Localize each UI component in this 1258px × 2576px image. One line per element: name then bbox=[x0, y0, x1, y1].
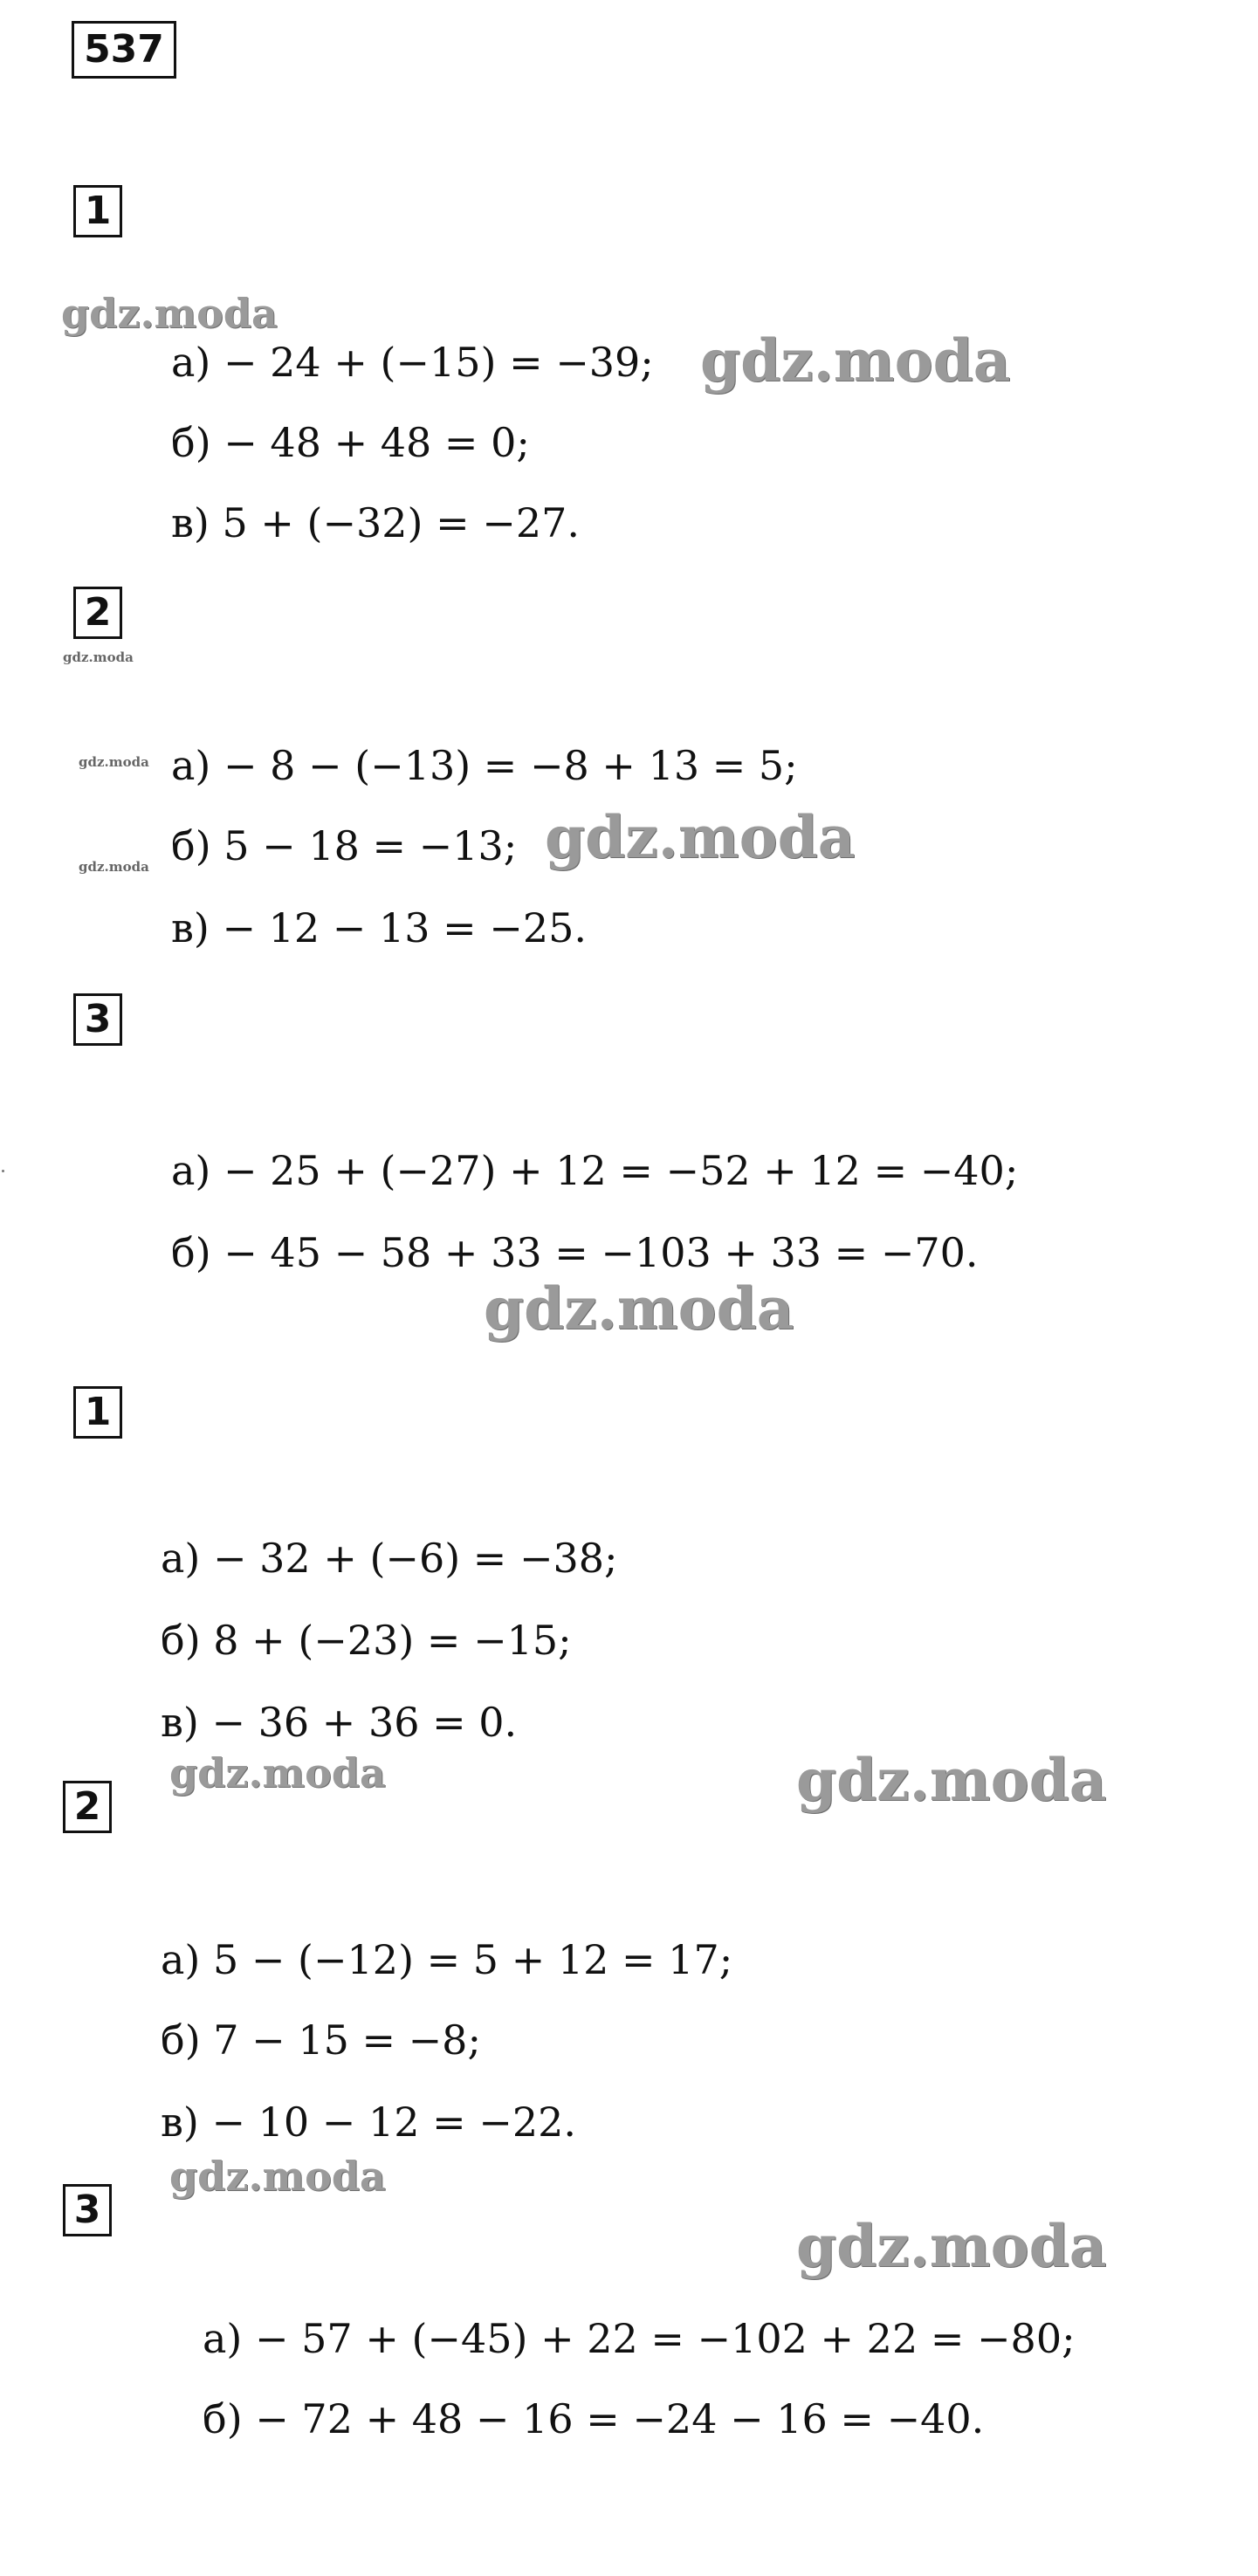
equation-line: а) − 25 + (−27) + 12 = −52 + 12 = −40; bbox=[171, 1147, 1019, 1194]
equation-line: б) − 45 − 58 + 33 = −103 + 33 = −70. bbox=[171, 1229, 979, 1276]
watermark: gdz.moda bbox=[796, 2212, 1107, 2280]
equation-line: б) 7 − 15 = −8; bbox=[161, 2016, 481, 2064]
equation-line: б) − 48 + 48 = 0; bbox=[171, 419, 530, 466]
equation-line: б) − 72 + 48 − 16 = −24 − 16 = −40. bbox=[203, 2395, 985, 2442]
problem-number-badge: 537 bbox=[72, 21, 176, 79]
watermark: gdz.moda bbox=[169, 1749, 386, 1796]
equation-line: в) − 36 + 36 = 0. bbox=[161, 1699, 518, 1746]
watermark: gdz.moda bbox=[169, 2153, 386, 2200]
equation-line: а) − 24 + (−15) = −39; bbox=[171, 339, 654, 386]
equation-line: б) 8 + (−23) = −15; bbox=[161, 1617, 572, 1664]
section-badge-1b: 1 bbox=[73, 1386, 122, 1439]
watermark: gdz.moda bbox=[484, 1274, 794, 1343]
watermark: gdz.moda bbox=[61, 290, 278, 337]
section-badge-2: 2 bbox=[73, 587, 122, 639]
equation-line: в) 5 + (−32) = −27. bbox=[171, 499, 580, 546]
watermark: gdz.moda bbox=[79, 859, 149, 875]
equation-line: б) 5 − 18 = −13; bbox=[171, 822, 518, 869]
equation-line: а) − 32 + (−6) = −38; bbox=[161, 1535, 618, 1582]
equation-line: в) − 12 − 13 = −25. bbox=[171, 904, 587, 951]
section-badge-3: 3 bbox=[73, 993, 122, 1046]
section-badge-2b: 2 bbox=[63, 1781, 112, 1833]
section-badge-3b: 3 bbox=[63, 2184, 112, 2236]
equation-line: а) − 57 + (−45) + 22 = −102 + 22 = −80; bbox=[203, 2315, 1076, 2362]
watermark: gdz.moda bbox=[796, 1746, 1107, 1814]
watermark: gdz.moda bbox=[79, 754, 149, 770]
section-badge-1: 1 bbox=[73, 185, 122, 237]
watermark: gdz.moda bbox=[63, 649, 134, 665]
equation-line: а) 5 − (−12) = 5 + 12 = 17; bbox=[161, 1936, 733, 1983]
stray-dot bbox=[2, 1170, 4, 1172]
equation-line: а) − 8 − (−13) = −8 + 13 = 5; bbox=[171, 742, 798, 789]
equation-line: в) − 10 − 12 = −22. bbox=[161, 2099, 576, 2146]
watermark: gdz.moda bbox=[545, 803, 856, 871]
watermark: gdz.moda bbox=[700, 326, 1011, 395]
